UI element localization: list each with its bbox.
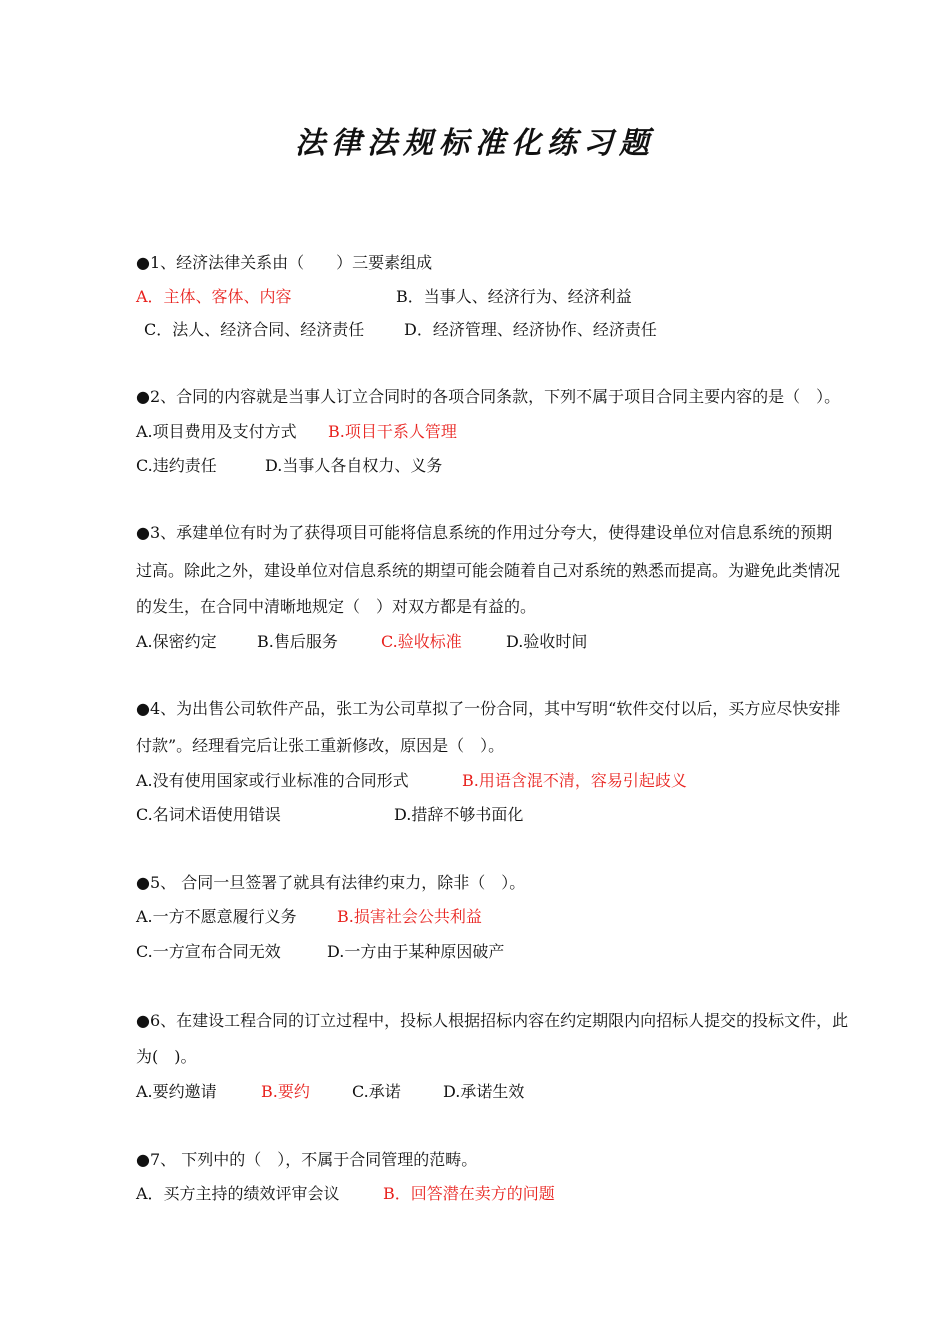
question-7-stem: ●7、 下列中的（ ），不属于合同管理的范畴。: [136, 1150, 478, 1169]
question-2-stem: ●2、合同的内容就是当事人订立合同时的各项合同条款，下列不属于项目合同主要内容的是（ ）。: [136, 387, 841, 406]
question-2-option-d: D.当事人各自权力、义务: [265, 456, 443, 475]
question-1-option-a: A．主体、客体、内容: [136, 287, 292, 306]
question-1-option-c: C．法人、经济合同、经济责任: [144, 320, 365, 339]
question-5-option-a: A.一方不愿意履行义务: [136, 907, 297, 926]
question-3-stem-line-2: 过高。除此之外，建设单位对信息系统的期望可能会随着自己对系统的熟悉而提高。为避免此类情况: [136, 561, 841, 580]
question-3-option-b: B.售后服务: [257, 632, 338, 651]
question-6-option-b: B.要约: [261, 1082, 310, 1101]
question-4-option-b: B.用语含混不清，容易引起歧义: [462, 771, 687, 790]
question-4-option-a: A.没有使用国家或行业标准的合同形式: [136, 771, 409, 790]
question-5-option-b: B.损害社会公共利益: [337, 907, 482, 926]
question-7-option-b: B．回答潜在卖方的问题: [383, 1184, 555, 1203]
question-1-stem: ●1、经济法律关系由（ ）三要素组成: [136, 253, 433, 272]
question-6-option-a: A.要约邀请: [136, 1082, 217, 1101]
page-title: 法律法规标准化练习题: [295, 126, 655, 161]
question-3-option-c: C.验收标准: [381, 632, 462, 651]
question-1-option-b: B．当事人、经济行为、经济利益: [396, 287, 632, 306]
question-4-option-c: C.名词术语使用错误: [136, 805, 281, 824]
question-7-option-a: A．买方主持的绩效评审会议: [136, 1184, 340, 1203]
question-6-stem-line-2: 为( )。: [136, 1047, 197, 1066]
question-3-option-d: D.验收时间: [506, 632, 588, 651]
question-3-stem-line-1: ●3、承建单位有时为了获得项目可能将信息系统的作用过分夸大，使得建设单位对信息系统的预期: [136, 523, 833, 542]
question-2-option-c: C.违约责任: [136, 456, 217, 475]
question-5-option-c: C.一方宣布合同无效: [136, 942, 281, 961]
question-4-stem-line-2: 付款”。经理看完后让张工重新修改，原因是（ ）。: [136, 736, 505, 755]
question-3-option-a: A.保密约定: [136, 632, 217, 651]
question-2-option-b: B.项目干系人管理: [328, 422, 457, 441]
question-3-stem-line-3: 的发生，在合同中清晰地规定（ ）对双方都是有益的。: [136, 597, 537, 616]
question-6-stem-line-1: ●6、在建设工程合同的订立过程中，投标人根据招标内容在约定期限内向招标人提交的投标文件，此: [136, 1011, 849, 1030]
question-5-stem: ●5、 合同一旦签署了就具有法律约束力，除非（ ）。: [136, 873, 526, 892]
question-2-option-a: A.项目费用及支付方式: [136, 422, 297, 441]
question-6-option-c: C.承诺: [352, 1082, 401, 1101]
question-6-option-d: D.承诺生效: [443, 1082, 525, 1101]
question-4-option-d: D.措辞不够书面化: [394, 805, 524, 824]
question-4-stem-line-1: ●4、为出售公司软件产品，张工为公司草拟了一份合同，其中写明“软件交付以后，买方应尽快安排: [136, 699, 841, 718]
question-5-option-d: D.一方由于某种原因破产: [327, 942, 505, 961]
question-1-option-d: D．经济管理、经济协作、经济责任: [404, 320, 657, 339]
